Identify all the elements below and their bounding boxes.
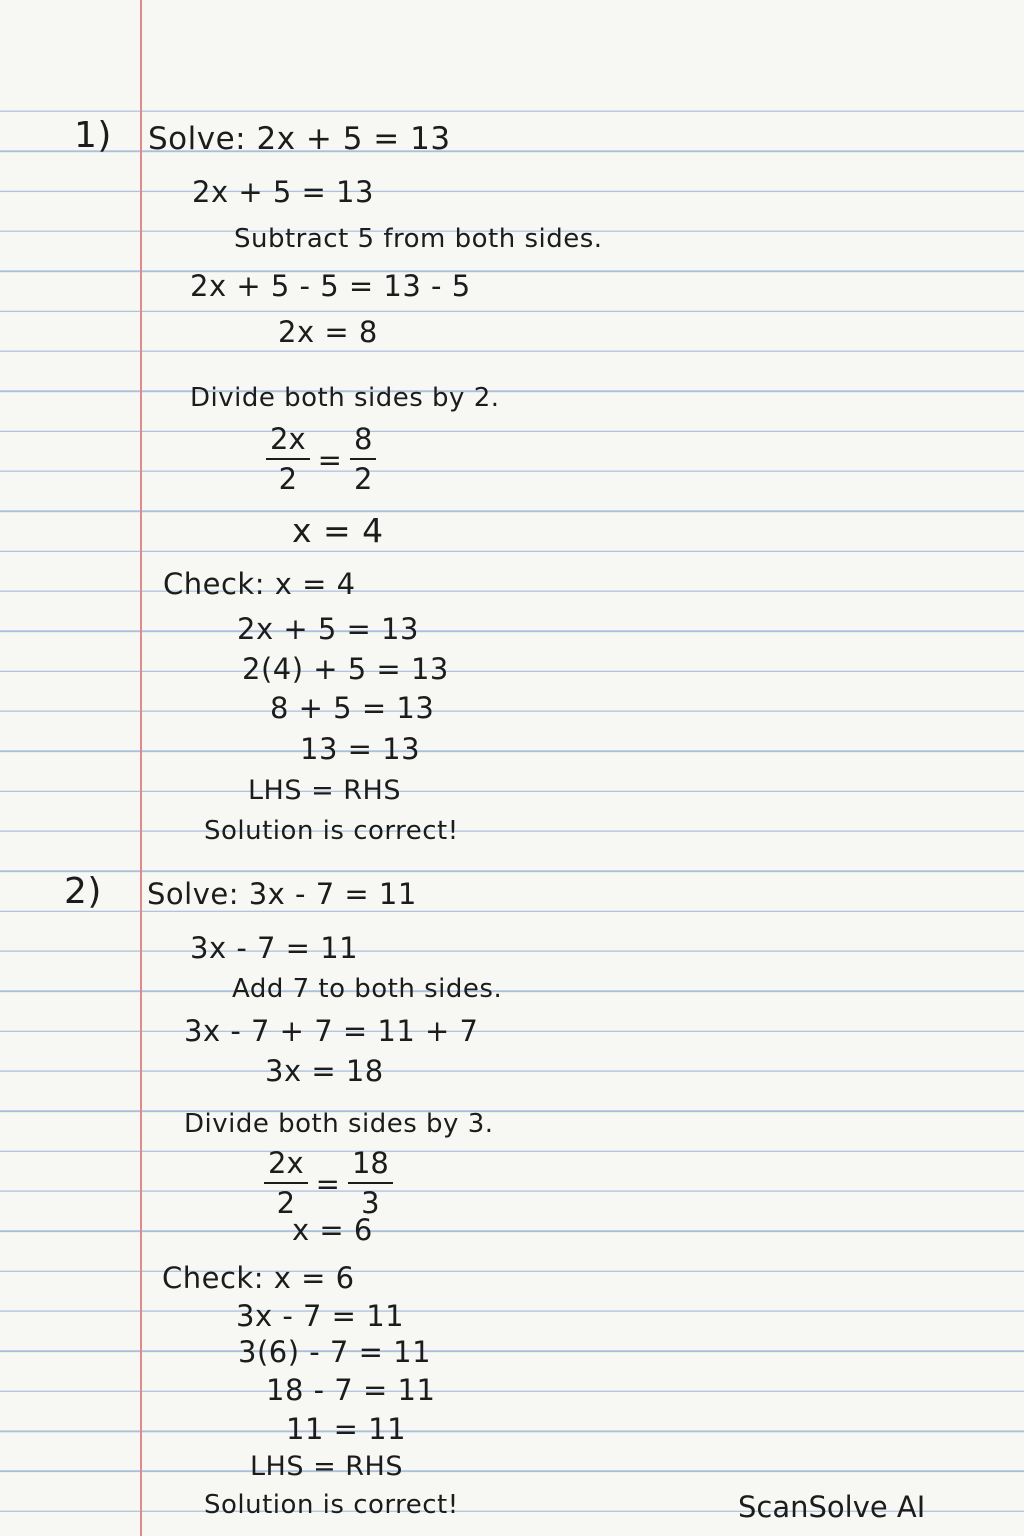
result-line: x = 6 [292, 1213, 373, 1247]
equation-line: 3x - 7 + 7 = 11 + 7 [184, 1014, 479, 1048]
step-instruction: Divide both sides by 3. [184, 1109, 494, 1139]
red-margin-line [140, 0, 142, 1536]
equation-line: 2x + 5 - 5 = 13 - 5 [190, 269, 471, 303]
conclusion: Solution is correct! [204, 1490, 459, 1520]
problem-title: Solve: 2x + 5 = 13 [148, 121, 451, 157]
step-instruction: Subtract 5 from both sides. [234, 224, 603, 254]
problem-number: 2) [64, 871, 102, 912]
fraction-left [266, 424, 310, 496]
fraction-right [350, 424, 376, 496]
problem-title: Solve: 3x - 7 = 11 [147, 877, 417, 911]
fraction-denominator: 2 [353, 461, 373, 496]
equation-line: 3x - 7 = 11 [190, 931, 359, 965]
check-line: 2x + 5 = 13 [237, 612, 419, 646]
conclusion: Solution is correct! [204, 816, 459, 846]
fraction-numerator: 2x [264, 1148, 308, 1184]
equals-sign: = [317, 442, 342, 477]
check-line: 3(6) - 7 = 11 [238, 1335, 432, 1369]
fraction-numerator: 8 [350, 424, 376, 460]
paper-top-margin [0, 0, 1024, 110]
lhs-rhs-line: LHS = RHS [250, 1451, 403, 1482]
check-title: Check: x = 4 [163, 567, 356, 601]
equation-line: 2x = 8 [278, 315, 378, 349]
check-line: 3x - 7 = 11 [236, 1299, 405, 1333]
fraction-equation [264, 1148, 393, 1220]
fraction-numerator: 18 [348, 1148, 393, 1184]
fraction-denominator: 2 [276, 1185, 296, 1220]
check-line: 13 = 13 [300, 732, 421, 766]
fraction-denominator: 2 [278, 461, 298, 496]
problem-number: 1) [74, 115, 112, 156]
equation-line: 2x + 5 = 13 [192, 175, 374, 209]
equation-line: 3x = 18 [265, 1054, 384, 1088]
check-line: 11 = 11 [286, 1412, 407, 1446]
equals-sign: = [315, 1166, 340, 1201]
fraction-numerator: 2x [266, 424, 310, 460]
check-line: 2(4) + 5 = 13 [242, 652, 449, 686]
fraction-denominator: 3 [361, 1185, 380, 1220]
fraction-left [264, 1148, 308, 1220]
result-line: x = 4 [292, 511, 384, 550]
fraction-right [348, 1148, 393, 1220]
check-title: Check: x = 6 [162, 1261, 355, 1295]
fraction-equation [266, 424, 376, 496]
check-line: 8 + 5 = 13 [270, 691, 435, 725]
step-instruction: Divide both sides by 2. [190, 383, 500, 413]
step-instruction: Add 7 to both sides. [232, 974, 503, 1004]
lhs-rhs-line: LHS = RHS [248, 775, 401, 806]
scansolve-watermark: ScanSolve AI [738, 1490, 926, 1524]
check-line: 18 - 7 = 11 [266, 1373, 436, 1407]
